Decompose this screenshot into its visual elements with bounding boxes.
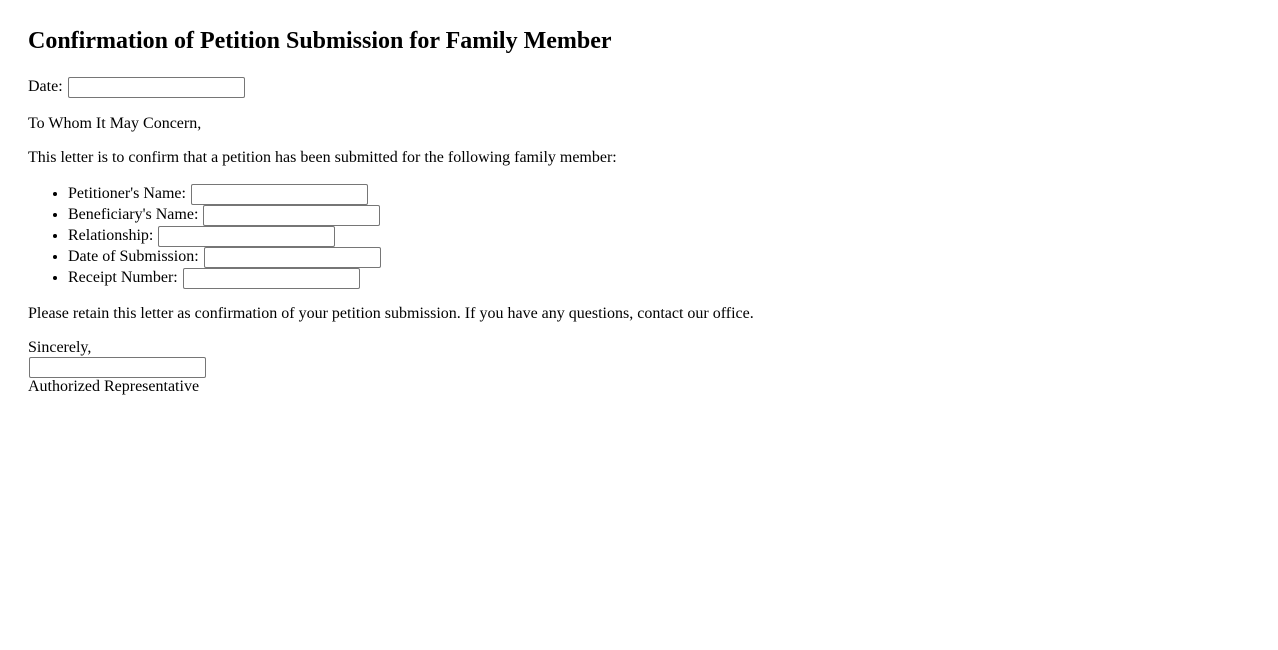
closing-text: Please retain this letter as confirmation of your petition submission. If you have any questions, contact our office. xyxy=(28,305,754,322)
greeting: To Whom It May Concern, xyxy=(28,115,202,132)
receipt-number-label: Receipt Number: xyxy=(68,269,178,286)
date-label: Date: xyxy=(28,78,63,96)
petitioner-name-label: Petitioner's Name: xyxy=(68,185,186,202)
date-field[interactable] xyxy=(68,77,245,98)
page-title: Confirmation of Petition Submission for Family Member xyxy=(28,28,612,54)
list-item xyxy=(68,246,1250,267)
list-item xyxy=(68,183,1250,204)
relationship-label: Relationship: xyxy=(68,227,154,244)
submission-date-field[interactable] xyxy=(204,247,381,268)
family-member-details xyxy=(28,183,1250,288)
signature-title: Authorized Representative xyxy=(28,378,200,395)
beneficiary-name-label: Beneficiary's Name: xyxy=(68,206,199,223)
date-row xyxy=(28,77,1250,98)
list-item xyxy=(68,267,1250,288)
signoff: Sincerely, xyxy=(28,339,92,356)
signature-field[interactable] xyxy=(29,357,206,378)
relationship-field[interactable] xyxy=(158,226,335,247)
receipt-number-field[interactable] xyxy=(183,268,360,289)
beneficiary-name-field[interactable] xyxy=(203,205,380,226)
list-item xyxy=(68,204,1250,225)
submission-date-label: Date of Submission: xyxy=(68,248,199,265)
list-item xyxy=(68,225,1250,246)
intro-text: This letter is to confirm that a petition has been submitted for the following family member: xyxy=(28,149,617,166)
petitioner-name-field[interactable] xyxy=(191,184,368,205)
